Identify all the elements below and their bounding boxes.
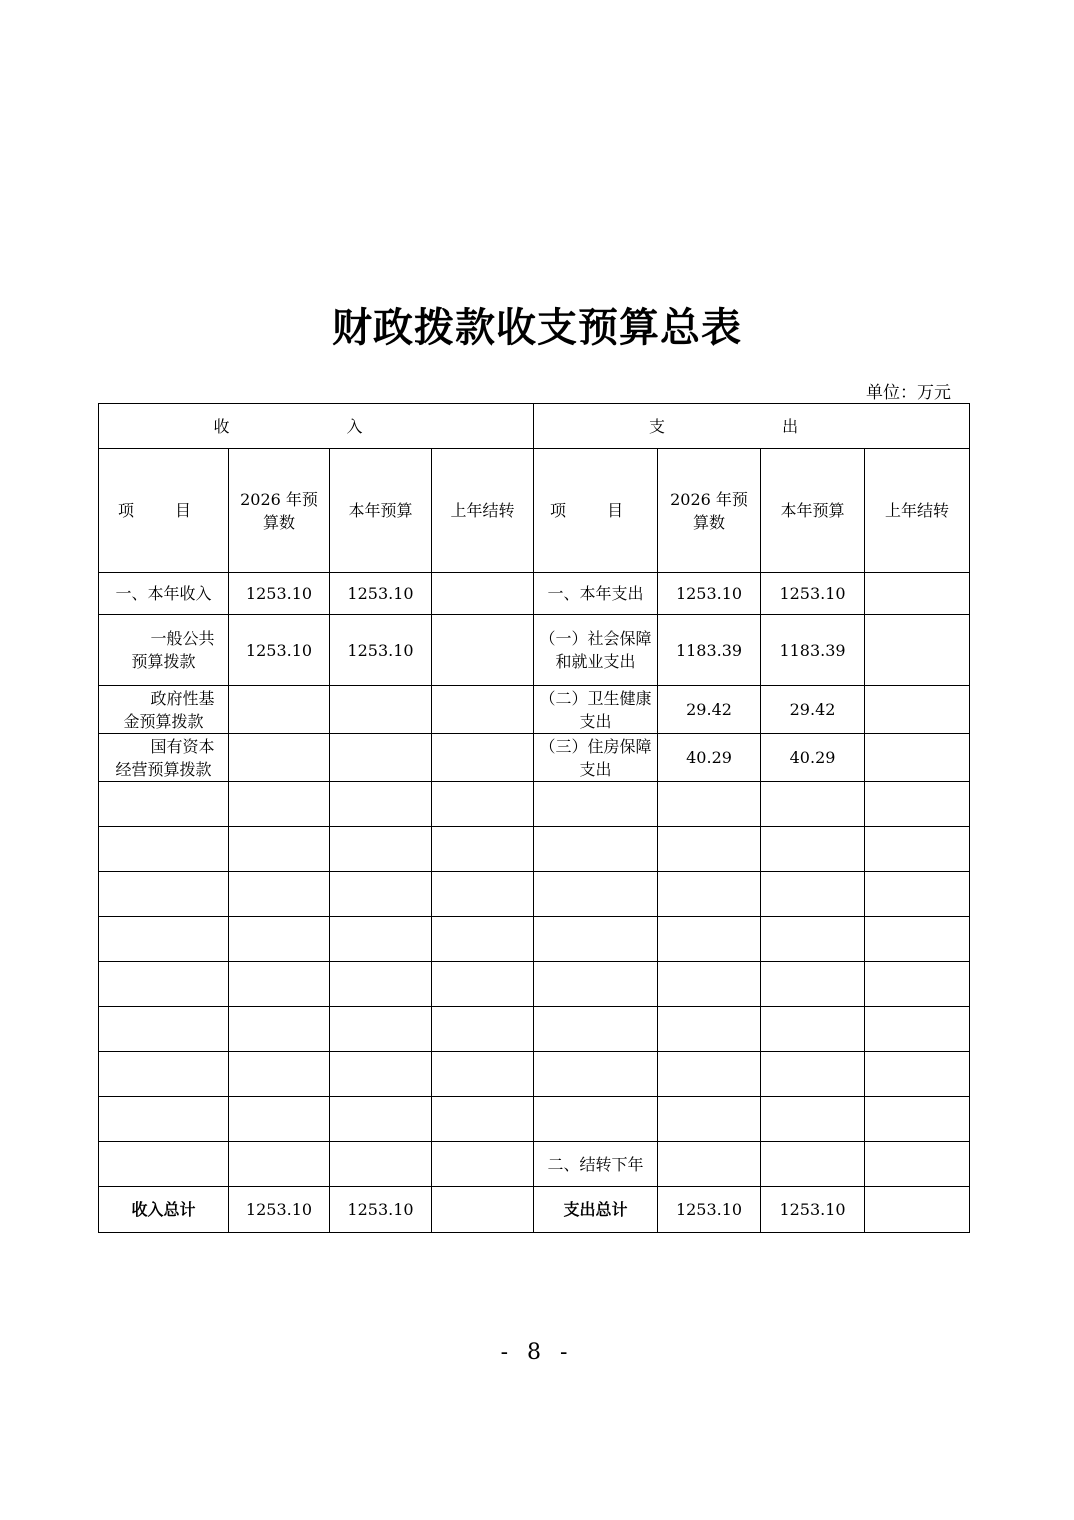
expense-current-value: 1183.39 (761, 615, 865, 686)
income-item: 政府性基 金预算拨款 (99, 686, 229, 734)
expense-total-prev (865, 1187, 970, 1233)
unit-label: 单位：万元 (866, 383, 951, 403)
table-row (99, 734, 970, 782)
income-current-header: 本年预算 (330, 449, 432, 573)
empty-row (99, 872, 970, 917)
income-total-prev (432, 1187, 534, 1233)
expense-total-current: 1253.10 (761, 1187, 865, 1233)
income-2026-value (229, 686, 330, 734)
income-2026-value: 1253.10 (229, 573, 330, 615)
expense-section-header: 支 出 (534, 404, 970, 449)
empty-row (99, 827, 970, 872)
empty-row (99, 962, 970, 1007)
income-item-header: 项 目 (99, 449, 229, 573)
income-item: 国有资本 经营预算拨款 (99, 734, 229, 782)
empty-row (99, 1007, 970, 1052)
table-row (99, 615, 970, 686)
income-prev-header: 上年结转 (432, 449, 534, 573)
income-prev-value (432, 573, 534, 615)
expense-current-value: 40.29 (761, 734, 865, 782)
expense-prev-header: 上年结转 (865, 449, 970, 573)
page-number: - 8 - (500, 1340, 574, 1365)
income-item: 一、本年收入 (99, 573, 229, 615)
income-item: 一般公共 预算拨款 (99, 615, 229, 686)
expense-2026-value: 29.42 (658, 686, 761, 734)
income-current-value: 1253.10 (330, 615, 432, 686)
income-2026-value (229, 734, 330, 782)
expense-prev-value (865, 615, 970, 686)
income-2026-value: 1253.10 (229, 615, 330, 686)
section-header-row (99, 404, 970, 449)
column-header-row (99, 449, 970, 573)
page-title: 财政拨款收支预算总表 (332, 304, 742, 351)
expense-total-2026: 1253.10 (658, 1187, 761, 1233)
income-prev-value (432, 734, 534, 782)
expense-item: （三）住房保障支出 (534, 734, 658, 782)
expense-2026-value: 40.29 (658, 734, 761, 782)
income-2026-header: 2026 年预算数 (229, 449, 330, 573)
expense-prev-value (865, 686, 970, 734)
expense-prev-value (865, 573, 970, 615)
income-current-value: 1253.10 (330, 573, 432, 615)
expense-current-value: 29.42 (761, 686, 865, 734)
empty-row (99, 1097, 970, 1142)
expense-total-label: 支出总计 (534, 1187, 658, 1233)
income-prev-value (432, 615, 534, 686)
income-prev-value (432, 686, 534, 734)
expense-item: 一、本年支出 (534, 573, 658, 615)
total-row (99, 1187, 970, 1233)
expense-2026-value: 1253.10 (658, 573, 761, 615)
carry-next-row (99, 1142, 970, 1187)
expense-item: （二）卫生健康支出 (534, 686, 658, 734)
income-total-2026: 1253.10 (229, 1187, 330, 1233)
income-section-header: 收 入 (99, 404, 534, 449)
budget-table (98, 403, 970, 1233)
expense-current-value: 1253.10 (761, 573, 865, 615)
income-current-value (330, 734, 432, 782)
empty-row (99, 1052, 970, 1097)
expense-item-header: 项 目 (534, 449, 658, 573)
income-total-label: 收入总计 (99, 1187, 229, 1233)
expense-2026-value: 1183.39 (658, 615, 761, 686)
expense-current-header: 本年预算 (761, 449, 865, 573)
carry-next-label: 二、结转下年 (534, 1142, 658, 1187)
table-row (99, 686, 970, 734)
expense-item: （一）社会保障和就业支出 (534, 615, 658, 686)
expense-2026-header: 2026 年预算数 (658, 449, 761, 573)
empty-row (99, 917, 970, 962)
income-total-current: 1253.10 (330, 1187, 432, 1233)
income-current-value (330, 686, 432, 734)
empty-row (99, 782, 970, 827)
expense-prev-value (865, 734, 970, 782)
table-row (99, 573, 970, 615)
